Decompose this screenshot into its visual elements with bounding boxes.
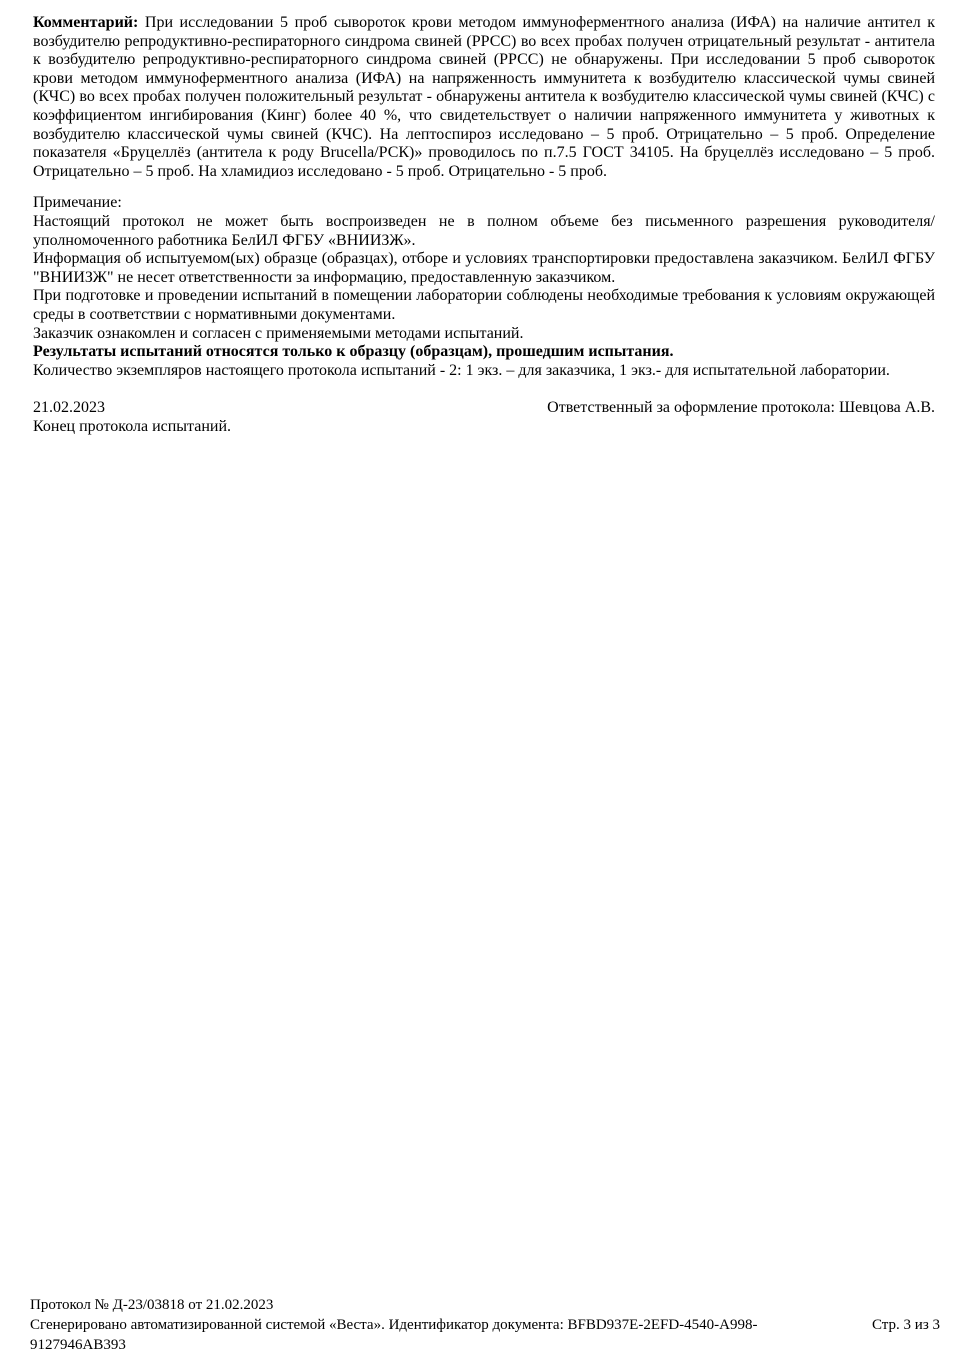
signature-row xyxy=(33,399,935,418)
footer-protocol-number: Протокол № Д-23/03818 от 21.02.2023 xyxy=(30,1297,274,1313)
note-paragraph: При подготовке и проведении испытаний в помещении лаборатории соблюдены необходимые требования к условиям окружающей среды в соответствии с нормативными документами. xyxy=(33,287,935,323)
results-disclaimer-line: Результаты испытаний относятся только к образцу (образцам), прошедшим испытания. xyxy=(33,343,674,361)
protocol-date: 21.02.2023 xyxy=(33,399,105,417)
footer-page-number: Стр. 3 из 3 xyxy=(872,1317,940,1333)
copies-count-line: Количество экземпляров настоящего протокола испытаний - 2: 1 экз. – для заказчика, 1 экз.- для испытательной лаборатории. xyxy=(33,361,890,379)
comment-text: При исследовании 5 проб сывороток крови методом иммуноферментного анализа (ИФА) на наличие антител к возбудителю репродуктивно-респираторного синдрома свиней (РРСС) во всех пробах получен отрицательный результат - антитела к возбудителю репродуктивно-респираторного синдрома свиней (РРСС) не обнаружены. При исследовании 5 проб сывороток крови методом иммуноферментного анализа (ИФА) на напряженность иммунитета к возбудителю классической чумы свиней (КЧС) во всех пробах получен положительный результат - обнаружены антитела к возбудителю классической чумы свиней (КЧС) с коэффициентом ингибирования (Кинг) более 40 %, что свидетельствует о наличии напряженного иммунитета у животных к возбудителю классической чумы свиней (КЧС). На лептоспироз исследовано – 5 проб. Отрицательно – 5 проб. Определение показателя «Бруцеллёз (антитела к роду Brucella/РСК)» проводилось по п.7.5 ГОСТ 34105. На бруцеллёз исследовано – 5 проб. Отрицательно – 5 проб. На хламидиоз исследовано - 5 проб. Отрицательно - 5 проб. xyxy=(33,14,935,180)
note-section xyxy=(33,194,935,380)
document-body xyxy=(33,14,935,436)
page-footer xyxy=(30,1295,940,1355)
footer-generated-by: Сгенерировано автоматизированной системой «Веста». Идентификатор документа: BFBD937E-2EFD-4540-A998-9127946AB393 xyxy=(30,1317,758,1353)
note-paragraph: Информация об испытуемом(ых) образце (образцах), отборе и условиях транспортировки предоставлена заказчиком. БелИЛ ФГБУ "ВНИИЗЖ" не несет ответственности за информацию, предоставленную заказчиком. xyxy=(33,250,935,286)
comment-paragraph xyxy=(33,14,935,181)
note-label: Примечание: xyxy=(33,194,122,212)
comment-label: Комментарий: xyxy=(33,14,145,31)
footer-bottom-row xyxy=(30,1315,940,1355)
note-paragraph: Заказчик ознакомлен и согласен с применяемыми методами испытаний. xyxy=(33,324,524,342)
responsible-person: Ответственный за оформление протокола: Шевцова А.В. xyxy=(547,399,935,417)
end-of-protocol-line: Конец протокола испытаний. xyxy=(33,417,232,435)
note-paragraph: Настоящий протокол не может быть воспроизведен не в полном объеме без письменного разрешения руководителя/уполномоченного работника БелИЛ ФГБУ «ВНИИЗЖ». xyxy=(33,212,935,249)
